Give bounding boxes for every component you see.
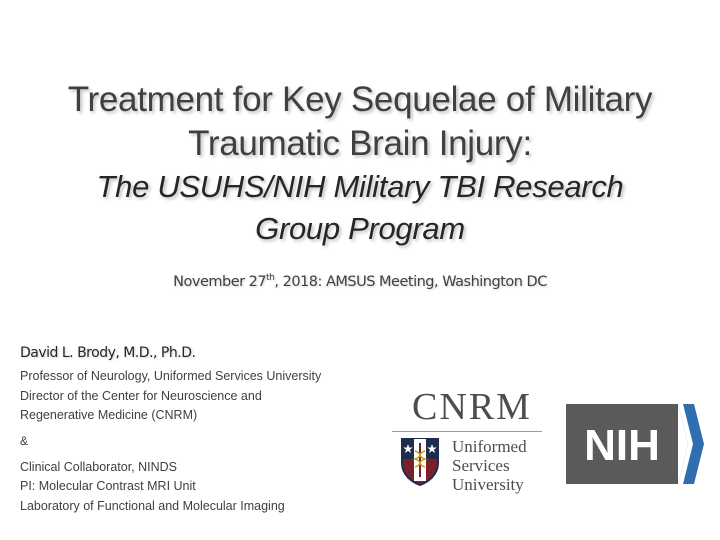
date-suffix: , 2018: AMSUS Meeting, Washington DC bbox=[274, 273, 547, 290]
title-line-1: Treatment for Key Sequelae of Military bbox=[67, 80, 653, 119]
date-superscript: th bbox=[266, 273, 275, 283]
presenter-info bbox=[20, 345, 380, 516]
subtitle-line-2: Group Program bbox=[255, 211, 465, 246]
usu-shield-icon bbox=[400, 437, 440, 487]
subtitle-line-1: The USUHS/NIH Military TBI Research bbox=[96, 169, 624, 204]
presenter-name: David L. Brody, M.D., Ph.D. bbox=[20, 345, 196, 361]
date-prefix: November 27 bbox=[173, 273, 267, 290]
role-line: Professor of Neurology, Uniformed Services University bbox=[20, 369, 322, 383]
role-line: Laboratory of Functional and Molecular Imaging bbox=[20, 498, 285, 513]
title-line-2: Traumatic Brain Injury: bbox=[188, 124, 532, 163]
usu-line: Services bbox=[452, 456, 510, 475]
usu-wordmark bbox=[452, 437, 527, 494]
usu-line: Uniformed bbox=[452, 437, 527, 456]
nih-wordmark: NIH bbox=[584, 421, 660, 470]
role-line: Regenerative Medicine (CNRM) bbox=[20, 408, 198, 422]
cnrm-wordmark: CNRM bbox=[412, 386, 532, 428]
nih-logo-icon bbox=[566, 402, 704, 486]
usu-line: University bbox=[452, 475, 524, 494]
role-line: Clinical Collaborator, NINDS bbox=[20, 459, 178, 474]
title-block bbox=[20, 78, 700, 250]
logo-divider bbox=[392, 431, 542, 432]
role-line: PI: Molecular Contrast MRI Unit bbox=[20, 479, 196, 493]
role-line: Director of the Center for Neuroscience and bbox=[20, 388, 262, 403]
meeting-date-line bbox=[0, 273, 720, 290]
ampersand: & bbox=[20, 433, 29, 448]
cnrm-usu-logo bbox=[388, 385, 553, 505]
